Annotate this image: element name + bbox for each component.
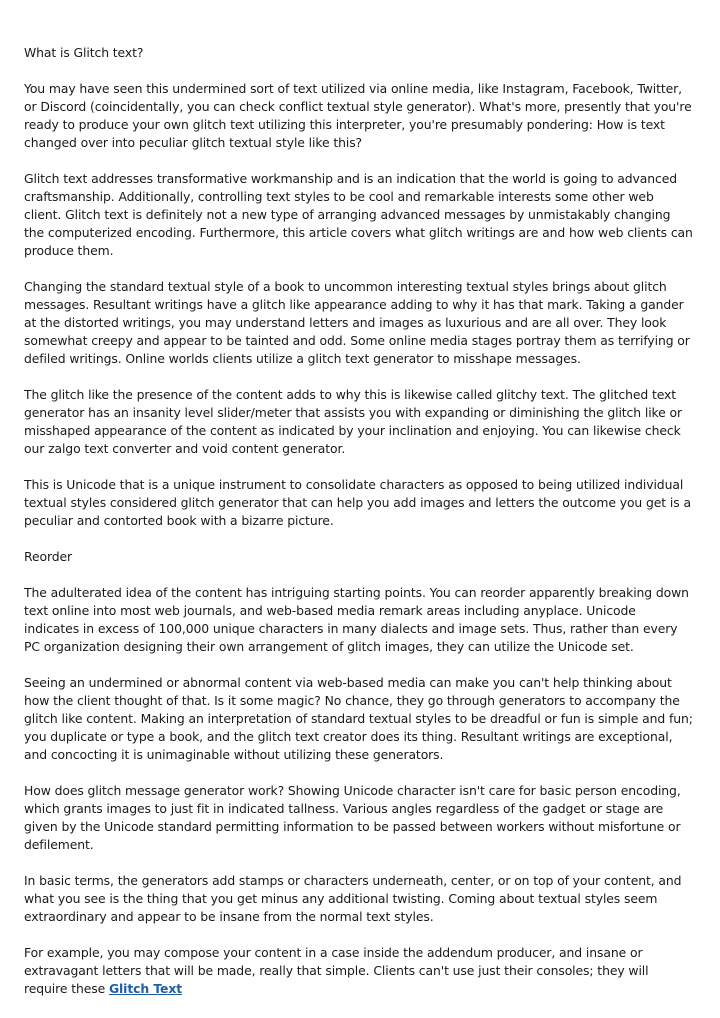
paragraph-4: The glitch like the presence of the content adds to why this is likewise called glitchy text. The glitched text generator has an insanity level slider/meter that assists you with expanding or diminishing the glitch like or misshaped appearance of the content as indicated by your inclination and enjoying. You can likewise check our zalgo text converter and void content generator. <box>24 387 683 456</box>
paragraph-9: In basic terms, the generators add stamps or characters underneath, center, or on top of your content, and what you see is the thing that you get minus any additional twisting. Coming about textual styles seem extraordinary and appear to be insane from the normal text styles. <box>24 873 682 924</box>
paragraph-8: How does glitch message generator work? Showing Unicode character isn't care for basic person encoding, which grants images to just fit in indicated tallness. Various angles regardless of the gadget or stage are given by the Unicode standard permitting information to be passed between workers without misfortune or defilement. <box>24 783 681 852</box>
paragraph-10-text: For example, you may compose your content in a case inside the addendum producer, and insane or extravagant letters that will be made, really that simple. Clients can't use just their consoles; they will require these <box>24 945 649 996</box>
document-body <box>24 44 694 1016</box>
heading-reorder: Reorder <box>24 549 73 564</box>
paragraph-7: Seeing an undermined or abnormal content via web-based media can make you can't help thinking about how the client thought of that. Is it some magic? No chance, they go through generators to accompany the glitch like content. Making an interpretation of standard textual styles to be dreadful or fun is simple and fun; you duplicate or type a book, and the glitch text creator does its thing. Resultant writings are exceptional, and concocting it is unimaginable without utilizing these generators. <box>24 675 693 762</box>
paragraph-6: The adulterated idea of the content has intriguing starting points. You can reorder apparently breaking down text online into most web journals, and web-based media remark areas including anyplace. Unicode indicates in excess of 100,000 unique characters in many dialects and image sets. Thus, rather than every PC organization designing their own arrangement of glitch images, they can utilize the Unicode set. <box>24 585 689 654</box>
paragraph-2: Glitch text addresses transformative workmanship and is an indication that the world is going to advanced craftsmanship. Additionally, controlling text styles to be cool and remarkable interests some other web client. Glitch text is definitely not a new type of arranging advanced messages by unmistakably changing the computerized encoding. Furthermore, this article covers what glitch writings are and how web clients can produce them. <box>24 171 693 258</box>
paragraph-10 <box>24 944 694 998</box>
paragraph-5: This is Unicode that is a unique instrument to consolidate characters as opposed to being utilized individual textual styles considered glitch generator that can help you add images and letters the outcome you get is a peculiar and contorted book with a bizarre picture. <box>24 477 691 528</box>
heading-what-is-glitch-text: What is Glitch text? <box>24 45 144 60</box>
paragraph-1: You may have seen this undermined sort of text utilized via online media, like Instagram, Facebook, Twitter, or Discord (coincidentally, you can check conflict textual style generator). What's more, presently that you're ready to produce your own glitch text utilizing this interpreter, you're presumably pondering: How is text changed over into peculiar glitch textual style like this? <box>24 81 692 150</box>
glitch-text-link[interactable]: Glitch Text <box>108 981 183 996</box>
paragraph-3: Changing the standard textual style of a book to uncommon interesting textual styles brings about glitch messages. Resultant writings have a glitch like appearance adding to why it has that mark. Taking a gander at the distorted writings, you may understand letters and images as luxurious and are all over. They look somewhat creepy and appear to be tainted and odd. Some online media stages portray them as terrifying or defiled writings. Online worlds clients utilize a glitch text generator to misshape messages. <box>24 279 690 366</box>
